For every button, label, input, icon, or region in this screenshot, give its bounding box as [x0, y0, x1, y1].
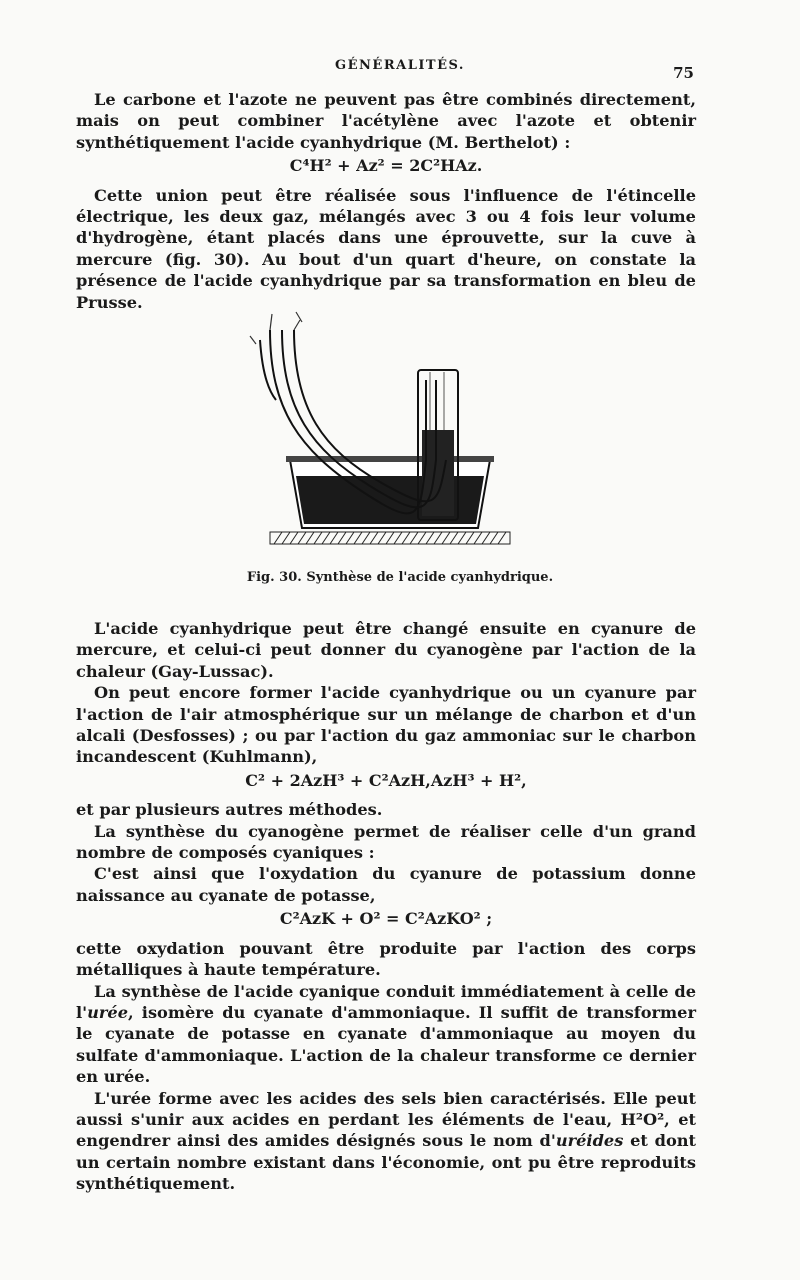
text-block-top: [76, 89, 696, 313]
mercury-trough: [286, 456, 494, 528]
paragraph-cyanure-mercure: L'acide cyanhydrique peut être changé ensuite en cyanure de mercure, et celui-ci peut donner du cyanogène par l'action de la chaleur (Gay-Lussac).: [76, 619, 696, 681]
test-tube: [418, 370, 458, 520]
formula-acetylene: C⁴H² + Az² = 2C²HAz.: [289, 156, 483, 176]
formula-kuhlmann: C² + 2AzH³ + C²AzH,AzH³ + H²,: [245, 770, 527, 790]
uree-text-before: La synthèse de l'acide cyanique conduit immédiatement à celle de l': [76, 981, 696, 1022]
paragraph-spark: Cette union peut être réalisée sous l'influence de l'étincelle électrique, les deux gaz, mélangés avec 3 ou 4 fois leur volume d'hydrogène, étant placés dans une éprouvette, sur la cuve à mercure (fig. 30). Au bout d'un quart d'heure, on constate la présence de l'acide cyanhydrique par sa transformation en bleu de Prusse.: [76, 185, 696, 312]
paragraph-autres-methodes: et par plusieurs autres méthodes.: [76, 800, 383, 820]
page-header: [0, 58, 800, 82]
paragraph-desfosses: On peut encore former l'acide cyanhydrique ou un cyanure par l'action de l'air atmosphérique sur un mélange de charbon et d'un alcali (Desfosses) ; ou par l'action du gaz ammoniac sur le charbon incandescent (Kuhlmann),: [76, 683, 696, 767]
figure-caption: Fig. 30. Synthèse de l'acide cyanhydrique.: [246, 570, 554, 585]
base-hatching: [270, 532, 510, 544]
paragraph-ureides: [76, 1088, 696, 1195]
figure-apparatus: [230, 300, 550, 560]
uree-text-after: , isomère du cyanate d'ammoniaque. Il suffit de transformer le cyanate de potasse en cyanate d'ammoniaque au moyen du sulfate d'ammoniaque. L'action de la chaleur transforme ce dernier en urée.: [76, 1002, 696, 1087]
page-number: 75: [673, 64, 694, 82]
running-head: GÉNÉRALITÉS.: [335, 58, 465, 73]
paragraph-cyanogene: La synthèse du cyanogène permet de réaliser celle d'un grand nombre de composés cyaniques :: [76, 821, 696, 863]
text-block-bottom: [76, 618, 696, 1195]
paragraph-uree: [76, 981, 696, 1088]
paragraph-acetylene: Le carbone et l'azote ne peuvent pas être combinés directement, mais on peut combiner l'acétylène avec l'azote et obtenir synthétiquement l'acide cyanhydrique (M. Berthelot) :: [76, 90, 696, 152]
uree-term: urée: [87, 1002, 129, 1022]
ureides-text-after: et dont un certain nombre existant dans l'économie, ont pu être reproduits synthétiquement.: [76, 1131, 696, 1194]
paragraph-oxydation: cette oxydation pouvant être produite par l'action des corps métalliques à haute température.: [76, 938, 696, 980]
formula-cyanate: C²AzK + O² = C²AzKO² ;: [279, 909, 493, 929]
paragraph-cyanate: C'est ainsi que l'oxydation du cyanure de potassium donne naissance au cyanate de potasse,: [76, 864, 696, 905]
ureides-text-before: L'urée forme avec les acides des sels bien caractérisés. Elle peut aussi s'unir aux acides en perdant les éléments de l'eau, H²O², et engendrer ainsi des amides désignés sous le nom d': [76, 1088, 696, 1151]
ureides-term: uréides: [555, 1131, 624, 1151]
